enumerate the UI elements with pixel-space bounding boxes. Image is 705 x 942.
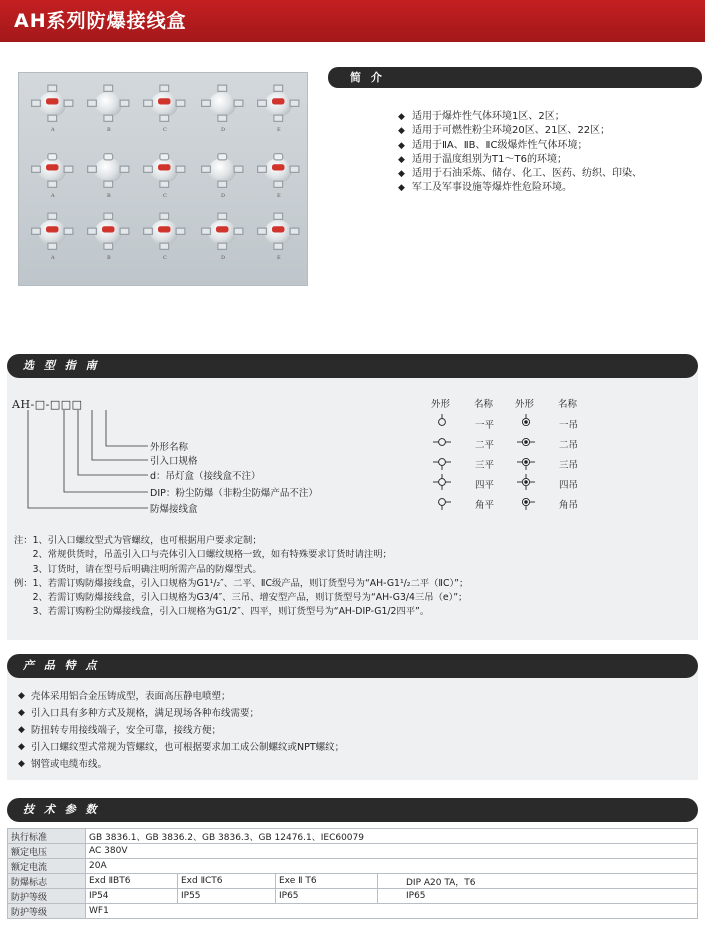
selection-header: 选 型 指 南 [7,354,698,378]
spec-value: IP55 [178,889,276,904]
spec-row [8,859,698,874]
shape-header: 外形 [431,399,451,410]
junction-box-image [87,215,130,250]
junction-box-image [201,153,244,188]
example-line: 2、若需订购防爆接线盒，引入口规格为G3/4″、三吊、增安型产品，则订货型号为“AH-G3/4三吊（e）”； [14,592,468,604]
junction-box-image [143,153,186,188]
selection-notes [14,534,694,620]
name-header: 名称 [474,399,494,410]
spec-row [8,844,698,859]
example-line: 3、若需订购粉尘防爆接线盒，引入口规格为G1/2″、四平，则订货型号为“AH-DIP-G1/2四平”。 [14,606,430,618]
junction-box-image [143,87,186,122]
legend-junction-box: 防爆接线盒 [150,504,198,515]
spec-row [8,889,698,904]
spec-value: Exe Ⅱ T6 [276,874,378,889]
intro-item: ◆ 军工及军事设施等爆炸性危险环境。 [398,181,698,195]
junction-box-caption: E [277,193,281,199]
product-photo [18,72,308,286]
junction-box-image [257,215,300,250]
intro-list [398,110,698,196]
spec-label: 防护等级 [8,904,86,919]
junction-box-caption: B [107,127,111,133]
junction-box-image [31,87,74,122]
junction-box-caption: D [221,127,226,133]
intro-item: ◆ 适用于ⅡA、ⅡB、ⅡC级爆炸性气体环境； [398,139,698,153]
hang-name: 二吊 [559,440,579,451]
spec-value: Exd ⅡBT6 [86,874,178,889]
flat-name: 二平 [475,440,495,451]
junction-box-caption: D [221,193,226,199]
hang-name: 四吊 [559,480,579,491]
spec-value: WF1 [86,904,698,919]
features-header: 产 品 特 点 [7,654,698,678]
junction-box-caption: C [163,127,167,133]
feature-item: ◆ 钢管或电缆布线。 [18,756,688,773]
flat-shape-icons [428,412,458,512]
junction-box-image [31,215,74,250]
intro-item: ◆ 适用于可燃性粉尘环境20区、21区、22区； [398,124,698,138]
legend-lamp-box: d：吊灯盒（接线盒不注） [150,471,261,482]
spec-label: 防护等级 [8,889,86,904]
feature-item: ◆ 壳体采用铝合金压铸成型，表面高压静电喷塑； [18,688,688,705]
hang-shape-icons [512,412,542,512]
intro-item: ◆ 适用于爆炸性气体环境1区、2区； [398,110,698,124]
junction-box-caption: A [51,127,55,133]
spec-row [8,829,698,844]
hang-name: 一吊 [559,420,579,431]
page-title: AH系列防爆接线盒 [0,0,705,42]
spec-value: IP65 [276,889,378,904]
note-line: 3、订货时，请在型号后明确注明所需产品的防爆型式。 [14,563,262,575]
flat-name: 三平 [475,460,495,471]
junction-box-image [201,87,244,122]
spec-value: AC 380V [86,844,698,859]
spec-value: IP54 [86,889,178,904]
feature-item: ◆ 引入口具有多种方式及规格，满足现场各种布线需要； [18,705,688,722]
junction-box-caption: D [221,255,226,261]
legend-inlet-spec: 引入口规格 [150,456,198,467]
spec-row [8,904,698,919]
junction-box-caption: E [277,127,281,133]
junction-box-caption: B [107,255,111,261]
junction-box-caption: A [51,255,55,261]
specs-table [7,828,698,919]
features-list [18,688,688,773]
intro-header: 简 介 [328,67,702,88]
spec-value: GB 3836.1、GB 3836.2、GB 3836.3、GB 12476.1、IEC60079 [86,829,698,844]
model-code-brackets [20,408,160,518]
junction-box-image [201,215,244,250]
intro-item: ◆ 适用于温度组别为T1～T6的环境； [398,153,698,167]
flat-name: 一平 [475,420,495,431]
spec-label: 额定电流 [8,859,86,874]
hang-name: 角吊 [559,500,579,511]
spec-label: 执行标准 [8,829,86,844]
junction-box-image [257,153,300,188]
junction-box-image [143,215,186,250]
junction-box-caption: C [163,255,167,261]
model-code: AH-□-□□□ [12,398,83,411]
spec-label: 额定电压 [8,844,86,859]
shape-header: 外形 [515,399,535,410]
note-line: 注：1、引入口螺纹型式为管螺纹，也可根据用户要求定制； [14,535,262,546]
junction-box-caption: E [277,255,281,261]
intro-item: ◆ 适用于石油采炼、储存、化工、医药、纺织、印染、 [398,167,698,181]
junction-box-image [87,87,130,122]
spec-label: 防爆标志 [8,874,86,889]
note-line: 2、常规供货时，吊盖引入口与壳体引入口螺纹规格一致，如有特殊要求订货时请注明； [14,549,392,561]
flat-name: 四平 [475,480,495,491]
specs-header: 技 术 参 数 [7,798,698,822]
junction-box-caption: B [107,193,111,199]
flat-name: 角平 [475,500,495,511]
name-header: 名称 [558,399,578,410]
legend-dust-proof: DIP：粉尘防爆（非粉尘防爆产品不注） [150,488,318,499]
example-line: 例：1、若需订购防爆接线盒，引入口规格为G1¹/₂″、二平、ⅡC级产品，则订货型号为“AH-G1¹/₂二平（ⅡC）”； [14,577,469,589]
feature-item: ◆ 防扭转专用接线端子，安全可靠，接线方便； [18,722,688,739]
spec-row [8,874,698,889]
spec-value: IP65 [378,889,698,904]
junction-box-image [257,87,300,122]
junction-box-caption: A [51,193,55,199]
hang-name: 三吊 [559,460,579,471]
spec-value: Exd ⅡCT6 [178,874,276,889]
feature-item: ◆ 引入口螺纹型式常规为管螺纹，也可根据要求加工成公制螺纹或NPT螺纹； [18,739,688,756]
junction-box-image [87,153,130,188]
junction-box-image [31,153,74,188]
spec-value: DIP A20 TA，T6 [378,874,698,889]
spec-value: 20A [86,859,698,874]
legend-shape-name: 外形名称 [150,442,189,453]
junction-box-caption: C [163,193,167,199]
